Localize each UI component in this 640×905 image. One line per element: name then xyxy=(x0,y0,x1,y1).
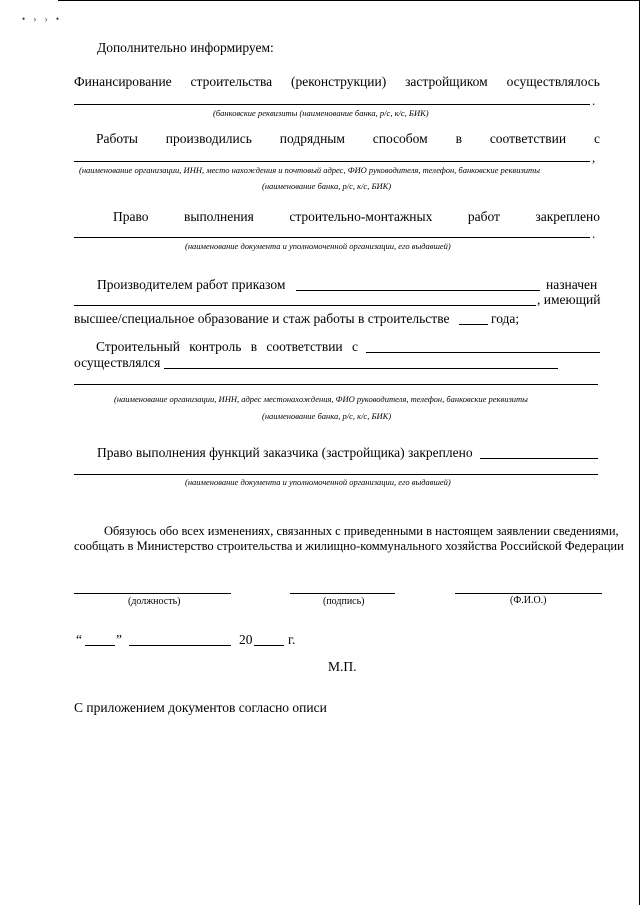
construction-right-note: (наименование документа и уполномоченной организации, его выдавшей) xyxy=(185,241,451,251)
producer-education: высшее/специальное образование и стаж работы в строительстве xyxy=(74,311,450,326)
date-year-fill-line[interactable] xyxy=(254,645,284,646)
control-fill-line-1[interactable] xyxy=(366,352,600,353)
control-word: с xyxy=(351,339,358,354)
control-note-1: (наименование организации, ИНН, адрес местонахождения, ФИО руководителя, телефон, банковские реквизиты xyxy=(114,394,528,404)
works-word: способом xyxy=(372,131,428,146)
financing-end-mark: . xyxy=(592,93,596,108)
control-fill-line-2[interactable] xyxy=(164,368,558,369)
customer-fill-line-2[interactable] xyxy=(74,474,598,475)
date-close-quote: ” xyxy=(116,632,122,647)
control-performed: осуществлялся xyxy=(74,355,161,370)
stamp-label: М.П. xyxy=(328,659,357,674)
control-note-2: (наименование банка, р/с, к/с, БИК) xyxy=(262,411,392,421)
construction-right-word: работ xyxy=(467,209,500,224)
control-word: в xyxy=(250,339,258,354)
customer-text: Право выполнения функций заказчика (застройщика) закреплено xyxy=(97,445,473,460)
control-word: соответствии xyxy=(266,339,343,354)
producer-order-fill-line[interactable] xyxy=(296,290,540,291)
financing-note: (банковские реквизиты (наименование банка, р/с, к/с, БИК) xyxy=(213,108,429,118)
works-word: с xyxy=(593,131,600,146)
date-year-suffix: г. xyxy=(288,632,296,647)
producer-suffix: назначен xyxy=(546,277,598,292)
position-label: (должность) xyxy=(128,596,181,607)
producer-having: , имеющий xyxy=(537,292,601,307)
producer-years-fill-line[interactable] xyxy=(459,324,488,325)
works-fill-line[interactable] xyxy=(74,161,590,162)
works-end-mark: , xyxy=(592,150,596,165)
construction-right-word: выполнения xyxy=(184,209,254,224)
control-line xyxy=(96,339,358,355)
construction-right-word: закреплено xyxy=(535,209,600,224)
fio-fill-line[interactable] xyxy=(455,593,602,594)
customer-fill-line-1[interactable] xyxy=(480,458,598,459)
date-year-prefix: 20 xyxy=(239,632,253,647)
customer-note: (наименование документа и уполномоченной организации, его выдавшей) xyxy=(185,477,451,487)
obligation-line-2: сообщать в Министерство строительства и жилищно-коммунального хозяйства Российской Федерации xyxy=(74,539,624,553)
works-word: в xyxy=(455,131,462,146)
position-fill-line[interactable] xyxy=(74,593,231,594)
financing-line xyxy=(74,74,600,90)
date-month-fill-line[interactable] xyxy=(129,645,231,646)
control-word: Строительный xyxy=(96,339,180,354)
works-note-2: (наименование банка, р/с, к/с, БИК) xyxy=(262,181,392,191)
financing-word: осуществлялось xyxy=(506,74,600,89)
works-word: Работы xyxy=(96,131,138,146)
date-open-quote: “ xyxy=(76,632,82,647)
financing-word: Финансирование xyxy=(74,74,172,89)
scan-mark: • › › • xyxy=(22,14,63,24)
date-day-fill-line[interactable] xyxy=(85,645,115,646)
financing-word: (реконструкции) xyxy=(291,74,387,89)
financing-word: застройщиком xyxy=(405,74,488,89)
construction-right-word: строительно-монтажных xyxy=(289,209,433,224)
works-word: производились xyxy=(165,131,252,146)
financing-word: строительства xyxy=(190,74,273,89)
signature-fill-line[interactable] xyxy=(290,593,395,594)
works-word: подрядным xyxy=(279,131,345,146)
page-border-top xyxy=(58,0,640,1)
construction-right-word: Право xyxy=(113,209,149,224)
attachment-text: С приложением документов согласно описи xyxy=(74,700,327,715)
control-word: контроль xyxy=(189,339,242,354)
producer-name-fill-line[interactable] xyxy=(74,305,536,306)
construction-right-line xyxy=(113,209,600,225)
producer-years: года; xyxy=(491,311,520,326)
control-fill-line-3[interactable] xyxy=(74,384,598,385)
works-line xyxy=(96,131,600,147)
construction-right-end-mark: . xyxy=(592,226,596,241)
works-note-1: (наименование организации, ИНН, место нахождения и почтовый адрес, ФИО руководителя, телефон, банковские реквизиты xyxy=(79,165,540,175)
intro-text: Дополнительно информируем: xyxy=(97,40,274,55)
fio-label: (Ф.И.О.) xyxy=(510,595,547,606)
signature-label: (подпись) xyxy=(323,596,365,607)
works-word: соответствии xyxy=(489,131,567,146)
financing-fill-line[interactable] xyxy=(74,104,590,105)
producer-prefix: Производителем работ приказом xyxy=(97,277,286,292)
construction-right-fill-line[interactable] xyxy=(74,237,590,238)
obligation-line-1: Обязуюсь обо всех изменениях, связанных с приведенными в настоящем заявлении сведениями, xyxy=(104,524,619,538)
